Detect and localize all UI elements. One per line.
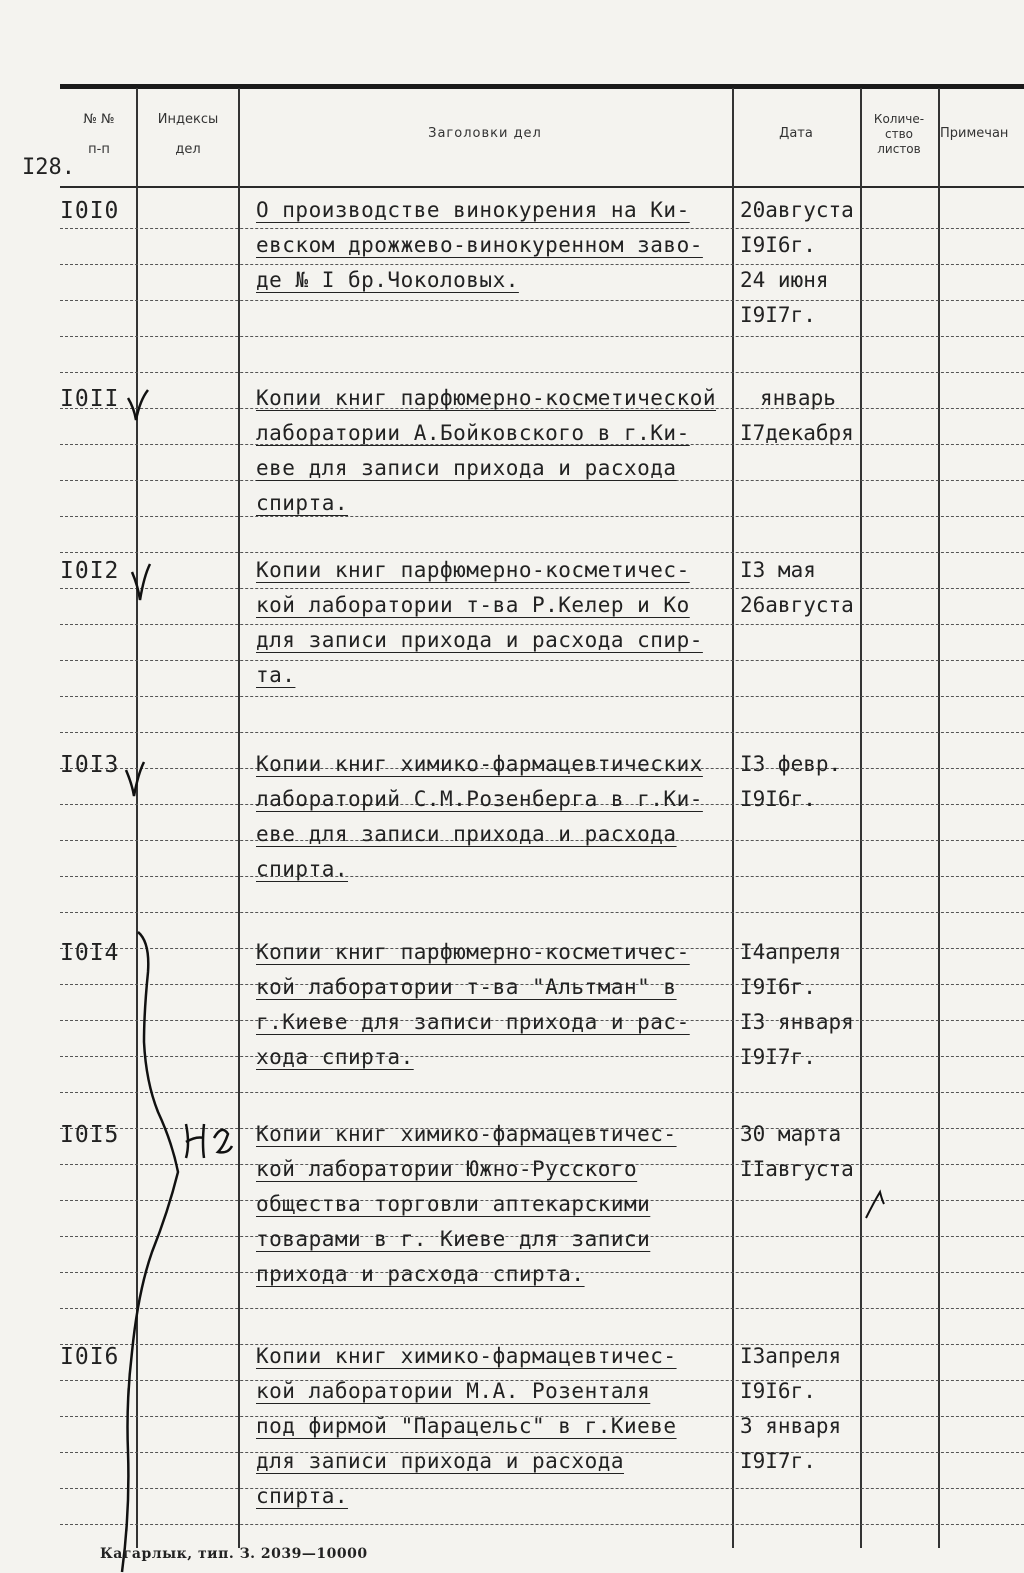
header-date: Дата: [779, 126, 813, 141]
entry-title-line: Копии книг химико-фармацевтичес-: [256, 1122, 677, 1146]
entry-title-line: кой лаборатории Южно-Русского: [256, 1157, 638, 1181]
check-mark-1011: [128, 390, 148, 420]
entry-date-line: I3 мая: [740, 558, 816, 582]
entry-number: I0I2: [60, 558, 120, 584]
entry-date-line: I3апреля: [740, 1344, 842, 1368]
entry-title-line: кой лаборатории М.А. Розенталя: [256, 1379, 651, 1403]
header-quantity-line3: листов: [877, 142, 921, 156]
entry-title-line: под фирмой "Парацельс" в г.Киеве: [256, 1414, 677, 1438]
entry-title-line: лаборатории А.Бойковского в г.Ки-: [256, 421, 690, 445]
entry-number: I0I6: [60, 1344, 120, 1370]
entry-title-line: спирта.: [256, 491, 349, 515]
ruling-line: [60, 732, 1024, 733]
header-number: [64, 112, 134, 158]
ruling-line: [60, 516, 1024, 517]
ruling-line: [60, 1524, 1024, 1525]
ruling-line: [60, 480, 1024, 481]
ruling-line: [60, 372, 1024, 373]
entry-title-line: еве для записи прихода и расхода: [256, 822, 677, 846]
entry-date-line: 24 июня: [740, 268, 829, 292]
entry-title-line: кой лаборатории т-ва "Альтман" в: [256, 975, 677, 999]
top-rule: [60, 84, 1024, 89]
entry-title-line: Копии книг химико-фармацевтических: [256, 752, 703, 776]
entry-date-line: IIавгуста: [740, 1157, 854, 1181]
entry-date-line: январь: [760, 386, 836, 410]
column-rule-num: [136, 88, 138, 1548]
header-number-line1: № №: [83, 112, 115, 127]
entry-title-line: еве для записи прихода и расхода: [256, 456, 677, 480]
ruling-line: [60, 1308, 1024, 1309]
entry-title-line: лабораторий С.М.Розенберга в г.Ки-: [256, 787, 703, 811]
entry-title-line: спирта.: [256, 1484, 349, 1508]
entry-number: I0I0: [60, 198, 120, 224]
entry-date-line: I9I6г.: [740, 1379, 816, 1403]
column-rule-title: [732, 88, 734, 1548]
entry-date-line: I4апреля: [740, 940, 842, 964]
ruling-line: [60, 660, 1024, 661]
bracket-stroke: [122, 932, 178, 1572]
entry-title-line: общества торговли аптекарскими: [256, 1192, 651, 1216]
ruling-line: [60, 624, 1024, 625]
entry-date-line: I3 января: [740, 1010, 854, 1034]
margin-tick: [866, 1192, 884, 1218]
column-rule-index: [238, 88, 240, 1548]
ruling-line: [60, 264, 1024, 265]
ruling-line: [60, 912, 1024, 913]
entry-number: I0II: [60, 386, 120, 412]
ruling-line: [60, 336, 1024, 337]
entry-date-line: I3 февр.: [740, 752, 842, 776]
entry-date-line: I9I7г.: [740, 303, 816, 327]
entry-title-line: г.Киеве для записи прихода и рас-: [256, 1010, 690, 1034]
ruling-line: [60, 552, 1024, 553]
entry-number: I0I5: [60, 1122, 120, 1148]
page-number: I28.: [22, 155, 75, 180]
header-quantity: [862, 112, 936, 157]
entry-number: I0I4: [60, 940, 120, 966]
header-titles: Заголовки дел: [428, 126, 542, 141]
handwritten-note: [186, 1124, 232, 1158]
entry-date-line: I7декабря: [740, 421, 854, 445]
entry-title-line: Копии книг парфюмерно-косметической: [256, 386, 717, 410]
entry-title-line: товарами в г. Киеве для записи: [256, 1227, 651, 1251]
entry-title-line: для записи прихода и расхода спир-: [256, 628, 703, 652]
column-rule-qty: [938, 88, 940, 1548]
entry-date-line: I9I6г.: [740, 975, 816, 999]
ruling-line: [60, 696, 1024, 697]
entry-date-line: 30 марта: [740, 1122, 842, 1146]
header-rule: [60, 186, 1024, 188]
entry-date-line: I9I7г.: [740, 1045, 816, 1069]
entry-title-line: Копии книг химико-фармацевтичес-: [256, 1344, 677, 1368]
printer-imprint: Кагарлык, тип. З. 2039—10000: [100, 1546, 368, 1562]
header-quantity-line1: Количе-: [873, 112, 925, 126]
header-number-line2: п-п: [88, 142, 110, 157]
entry-title-line: кой лаборатории т-ва Р.Келер и Ко: [256, 593, 690, 617]
entry-title-line: та.: [256, 663, 296, 687]
ruling-line: [60, 228, 1024, 229]
entry-title-line: для записи прихода и расхода: [256, 1449, 625, 1473]
entry-date-line: I9I6г.: [740, 233, 816, 257]
entry-title-line: хода спирта.: [256, 1045, 414, 1069]
ruling-line: [60, 1092, 1024, 1093]
entry-title-line: Копии книг парфюмерно-косметичес-: [256, 558, 690, 582]
entry-date-line: I9I7г.: [740, 1449, 816, 1473]
entry-date-line: I9I6г.: [740, 787, 816, 811]
entry-date-line: 20августа: [740, 198, 854, 222]
entry-title-line: спирта.: [256, 857, 349, 881]
ruling-line: [60, 300, 1024, 301]
entry-title-line: де № I бр.Чоколовых.: [256, 268, 519, 292]
header-index-line2: дел: [175, 142, 201, 157]
ruling-line: [60, 588, 1024, 589]
entry-title-line: прихода и расхода спирта.: [256, 1262, 585, 1286]
entry-title-line: евском дрожжево-винокуренном заво-: [256, 233, 703, 257]
entry-title-line: Копии книг парфюмерно-косметичес-: [256, 940, 690, 964]
check-mark-1012: [132, 564, 150, 600]
header-index: [140, 112, 236, 158]
entry-date-line: 26августа: [740, 593, 854, 617]
header-quantity-line2: ство: [884, 127, 913, 141]
header-notes: Примечан: [940, 126, 1009, 141]
entry-title-line: О производстве винокурения на Ки-: [256, 198, 690, 222]
entry-number: I0I3: [60, 752, 120, 778]
header-index-line1: Индексы: [157, 112, 219, 127]
entry-date-line: 3 января: [740, 1414, 842, 1438]
column-rule-date: [860, 88, 862, 1548]
